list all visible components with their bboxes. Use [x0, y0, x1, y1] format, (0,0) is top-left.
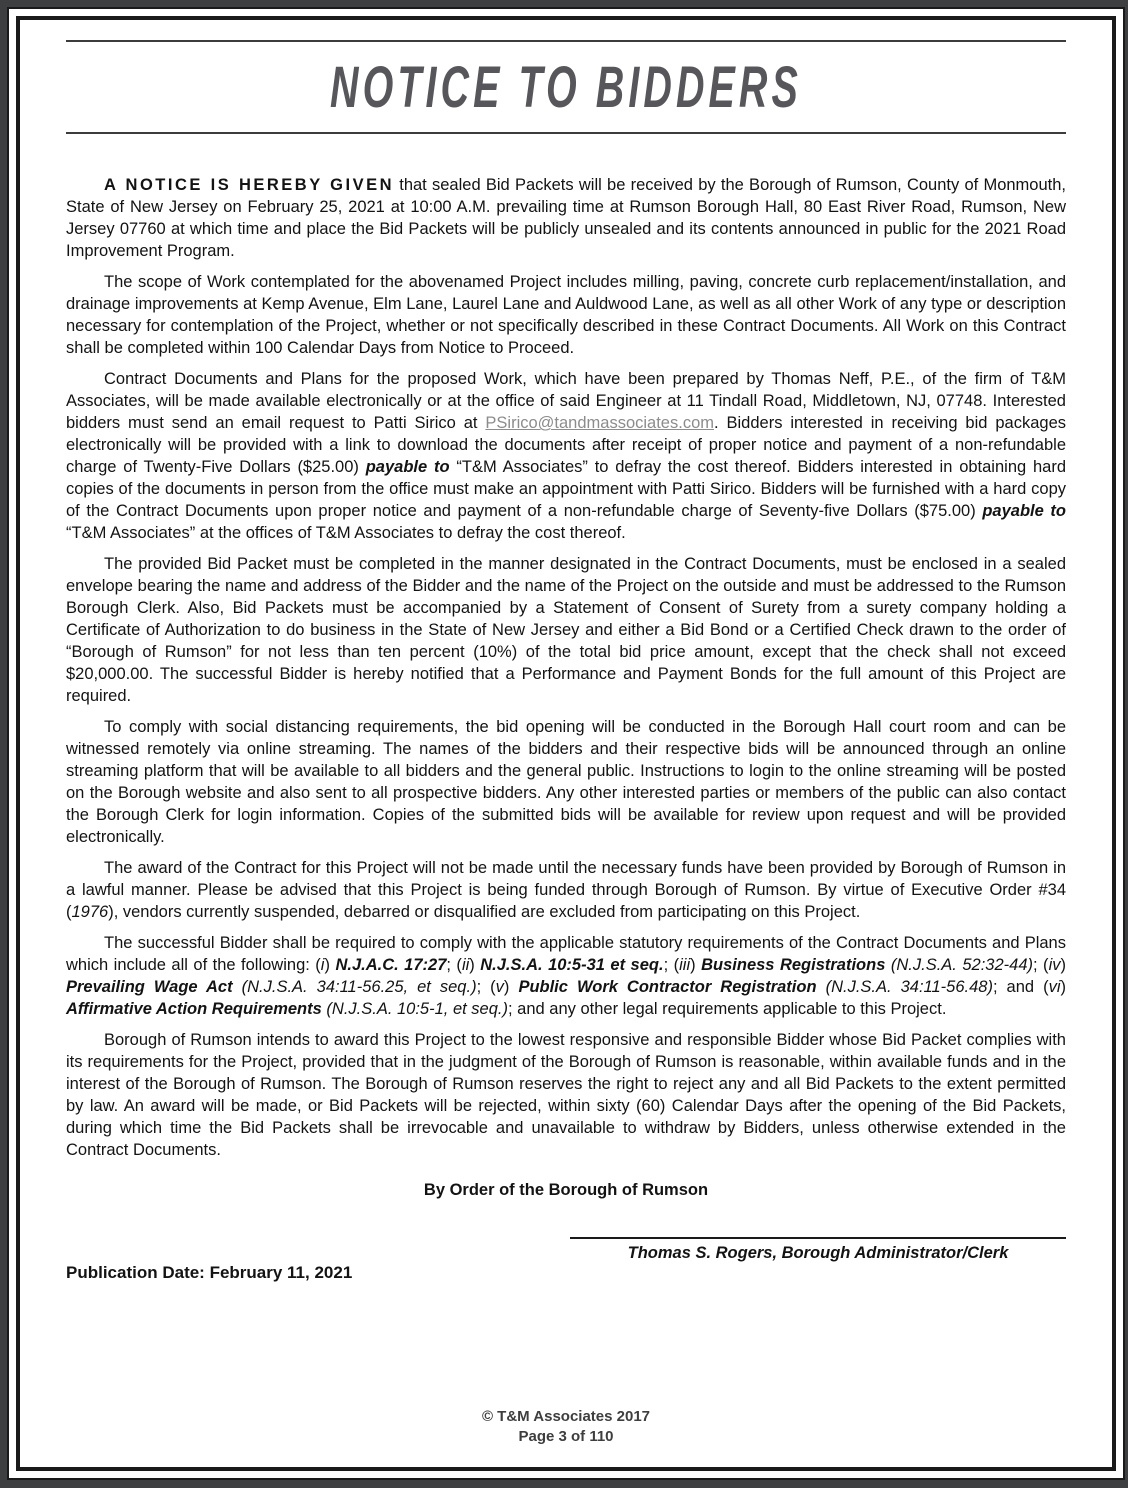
text-segment: . Bidders interested in receiving bid packages electronically will be provided with a link to download the documents after receipt of proper notice and payment of a non-refundable charge of Twenty-Five Dollars ($25.00): [66, 414, 1066, 476]
text-segment: Affirmative Action Requirements: [66, 1000, 322, 1018]
text-segment: payable to: [365, 458, 450, 476]
text-segment: ; (: [446, 956, 462, 974]
text-segment: ; (: [663, 956, 680, 974]
text-segment: N.J.A.C. 17:27: [335, 956, 447, 974]
text-segment: (N.J.S.A. 34:11-56.25, et seq.): [241, 978, 477, 996]
text-segment: that sealed Bid Packets will be received by the Borough of Rumson, County of Monmouth, State of New Jersey on February 25, 2021 at 10:00 A.M. prevailing time at Rumson Borough Hall, 80 East River Road, Rumson, New Jersey 07760 at which time and place the Bid Packets will be publicly unsealed and its contents announced in public for the 2021 Road Improvement Program.: [66, 176, 1066, 260]
text-segment: ), vendors currently suspended, debarred or disqualified are excluded from participating on this Project.: [108, 903, 861, 921]
text-segment: ): [1060, 956, 1066, 974]
text-segment: The provided Bid Packet must be completed in the manner designated in the Contract Documents, must be enclosed in a sealed envelope bearing the name and address of the Bidder and the name of the Project on the outside and must be addressed to the Rumson Borough Clerk. Also, Bid Packets must be accompanied by a Statement of Consent of Surety from a surety company holding a Certificate of Authorization to do business in the State of New Jersey and either a Bid Bond or a Certified Check drawn to the order of “Borough of Rumson” for not less than ten percent (10%) of the total bid price amount, except that the check shall not exceed $20,000.00. The successful Bidder is hereby notified that a Performance and Payment Bonds for the full amount of this Project are required.: [66, 555, 1066, 705]
text-segment: (N.J.S.A. 34:11-56.48): [825, 978, 993, 996]
paragraph: [66, 857, 1066, 923]
text-segment: ; (: [1033, 956, 1049, 974]
text-segment: Prevailing Wage Act: [66, 978, 233, 996]
text-segment: The award of the Contract for this Project will not be made until the necessary funds have been provided by Borough of Rumson in a lawful manner. Please be advised that this Project is being funded through Borough of Rumson. By virtue of Executive Order #34 (: [66, 859, 1066, 921]
page-number: Page 3 of 110: [518, 1428, 614, 1445]
text-segment: iv: [1048, 956, 1061, 974]
text-segment: To comply with social distancing requirements, the bid opening will be conducted in the Borough Hall court room and can be witnessed remotely via online streaming. The names of the bidders and their respective bids will be announced through an online streaming platform that will be available to all bidders and the general public. Instructions to login to the online streaming will be posted on the Borough website and also sent to all prospective bidders. Any other interested parties or members of the public can also contact the Borough Clerk for login information. Copies of the submitted bids will be available for review upon request and will be provided electronically.: [66, 718, 1066, 846]
publication-date: Publication Date: February 11, 2021: [66, 1263, 353, 1282]
paragraph: [66, 271, 1066, 359]
text-segment: “T&M Associates” to defray the cost thereof. Bidders interested in obtaining hard copies of the documents in person from the office must make an appointment with Patti Sirico. Bidders will be furnished with a hard copy of the Contract Documents upon proper notice and payment of a non-refundable charge of Seventy-five Dollars ($75.00): [66, 458, 1067, 520]
page-title-text: NOTICE TO BIDDERS: [330, 54, 802, 120]
paragraph: [66, 553, 1066, 707]
paragraph: [66, 716, 1066, 848]
signature-name: Thomas S. Rogers, Borough Administrator/Clerk: [627, 1244, 1009, 1262]
by-order-line: By Order of the Borough of Rumson: [423, 1181, 709, 1199]
email-link[interactable]: PSirico@tandmassociates.com: [485, 414, 714, 432]
paragraph: [66, 932, 1066, 1020]
page-footer: [20, 1407, 1112, 1447]
text-segment: [817, 978, 826, 996]
text-segment: Public Work Contractor Registration: [518, 978, 817, 996]
text-segment: v: [495, 978, 504, 996]
text-segment: (N.J.S.A. 10:5-1, et seq.): [326, 1000, 508, 1018]
text-segment: i: [320, 956, 325, 974]
text-segment: vi: [1048, 978, 1061, 996]
paragraph: [66, 174, 1066, 262]
text-segment: Borough of Rumson intends to award this Project to the lowest responsive and responsible Bidder whose Bid Packet complies with its requirements for the Project, provided that in the judgment of the Borough of Rumson is reasonable, within available funds and in the interest of the Borough of Rumson. The Borough of Rumson reserves the right to reject any and all Bid Packets to the extent permitted by law. An award will be made, or Bid Packets will be rejected, within sixty (60) Calendar Days after the opening of the Bid Packets, during which time the Bid Packets shall be irrevocable and unavailable to withdraw by Bidders, unless otherwise extended in the Contract Documents.: [66, 1031, 1066, 1159]
notice-page: [7, 7, 1125, 1480]
signature-block: [570, 1237, 1066, 1264]
text-segment: ): [324, 956, 336, 974]
text-segment: iii: [679, 956, 691, 974]
text-segment: A NOTICE IS HEREBY GIVEN: [104, 176, 394, 194]
text-segment: 1976: [71, 903, 109, 921]
title-block: [66, 40, 1066, 134]
copyright-line: © T&M Associates 2017: [481, 1408, 651, 1425]
text-segment: Business Registrations: [701, 956, 886, 974]
text-segment: ii: [461, 956, 470, 974]
text-segment: ): [690, 956, 702, 974]
page-border-frame: [16, 16, 1116, 1471]
title-divider-bottom: [66, 132, 1066, 134]
text-segment: ; and any other legal requirements applicable to this Project.: [507, 1000, 947, 1018]
page-title: [66, 42, 1066, 132]
text-segment: The successful Bidder shall be required to comply with the applicable statutory requirements of the Contract Documents and Plans which include all of the following: (: [66, 934, 1066, 974]
text-segment: ): [1060, 978, 1067, 996]
text-segment: Contract Documents and Plans for the proposed Work, which have been prepared by Thomas Neff, P.E., of the firm of T&M Associates, will be made available electronically or at the office of said Engineer at 11 Tindall Road, Middletown, NJ, 07748. Interested bidders must send an email request to Patti Sirico at: [66, 370, 1066, 432]
text-segment: “T&M Associates” at the offices of T&M Associates to defray the cost thereof.: [66, 524, 626, 542]
notice-body: [66, 174, 1066, 1161]
text-segment: payable to: [982, 502, 1067, 520]
text-segment: ; and (: [992, 978, 1049, 996]
text-segment: ): [503, 978, 519, 996]
text-segment: ): [469, 956, 481, 974]
text-segment: ; (: [476, 978, 496, 996]
text-segment: The scope of Work contemplated for the abovenamed Project includes milling, paving, concrete curb replacement/installation, and drainage improvements at Kemp Avenue, Elm Lane, Laurel Lane and Auldwood Lane, as well as all other Work of any type or description necessary for contemplation of the Project, whether or not specifically described in these Contract Documents. All Work on this Contract shall be completed within 100 Calendar Days from Notice to Proceed.: [66, 273, 1066, 357]
paragraph: [66, 368, 1066, 544]
text-segment: [233, 978, 242, 996]
signature-line: [570, 1237, 1066, 1239]
text-segment: N.J.S.A. 10:5-31 et seq.: [480, 956, 664, 974]
paragraph: [66, 1029, 1066, 1161]
text-segment: (N.J.S.A. 52:32-44): [890, 956, 1033, 974]
